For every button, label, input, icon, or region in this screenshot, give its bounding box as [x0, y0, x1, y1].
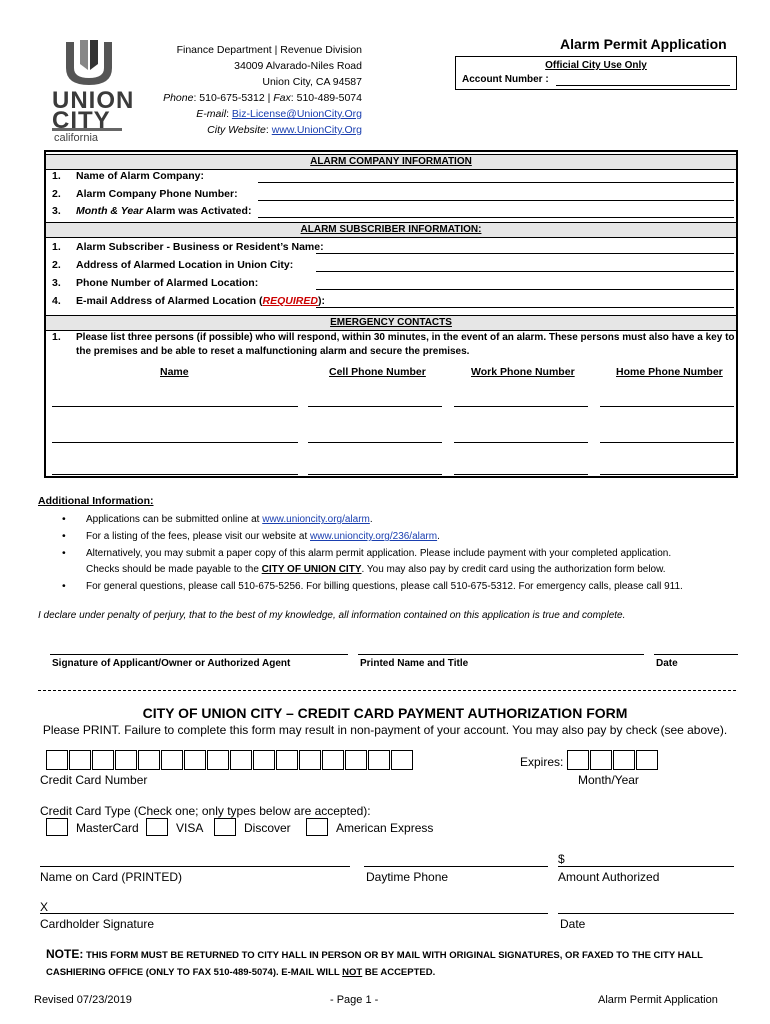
- expiry-digit-box[interactable]: [567, 750, 589, 770]
- visa-checkbox[interactable]: [146, 818, 168, 836]
- declaration-text: I declare under penalty of perjury, that to the best of my knowledge, all information contained on this application is true and complete.: [38, 610, 626, 621]
- cc-date-label: Date: [560, 917, 586, 931]
- cc-digit-box[interactable]: [253, 750, 275, 770]
- date-label: Date: [656, 658, 678, 669]
- footer-title: Alarm Permit Application: [598, 994, 718, 1006]
- cc-digit-box[interactable]: [345, 750, 367, 770]
- website-line: City Website: www.UnionCity.Org: [207, 124, 362, 136]
- signature-x: X: [40, 900, 49, 914]
- signature-label: Signature of Applicant/Owner or Authorized Agent: [52, 658, 291, 669]
- logo-city-text: CITY: [52, 107, 111, 134]
- visa-label: VISA: [176, 821, 204, 835]
- required-tag: REQUIRED: [262, 295, 318, 307]
- name-on-card-field[interactable]: [40, 866, 350, 867]
- logo-divider: [52, 128, 122, 131]
- bullet-icon: •: [62, 513, 66, 525]
- cc-digit-box[interactable]: [391, 750, 413, 770]
- cc-digit-box[interactable]: [368, 750, 390, 770]
- account-number-field[interactable]: [556, 85, 730, 86]
- name-on-card-label: Name on Card (PRINTED): [40, 870, 183, 884]
- dollar-sign: $: [558, 852, 565, 866]
- cut-line-divider: [38, 690, 736, 691]
- fees-link[interactable]: www.unioncity.org/236/alarm: [310, 531, 438, 542]
- sign-date-field[interactable]: [654, 654, 738, 655]
- col-cell-header: Cell Phone Number: [329, 366, 426, 378]
- note-line-2: CASHIERING OFFICE (ONLY TO FAX 510-489-5074). E-MAIL WILL NOT BE ACCEPTED.: [46, 967, 436, 978]
- amount-field[interactable]: [558, 866, 734, 867]
- col-home-header: Home Phone Number: [616, 366, 723, 378]
- discover-label: Discover: [244, 821, 291, 835]
- info-item-3b: Checks should be made payable to the CITY OF UNION CITY. You may also pay by credit card using the authorization form below.: [86, 564, 666, 575]
- phone-fax-line: Phone: 510-675-5312 | Fax: 510-489-5074: [163, 92, 362, 104]
- mastercard-label: MasterCard: [76, 821, 139, 835]
- expiry-digit-box[interactable]: [636, 750, 658, 770]
- expiry-digit-box[interactable]: [590, 750, 612, 770]
- expiry-digit-box[interactable]: [613, 750, 635, 770]
- info-item-4: For general questions, please call 510-675-5256. For billing questions, please call 510-675-5312. For emergency calls, please call 911.: [86, 581, 683, 592]
- additional-info-heading: Additional Information:: [38, 495, 154, 507]
- contact3-name-field[interactable]: [52, 474, 298, 475]
- cc-digit-box[interactable]: [69, 750, 91, 770]
- cc-digit-box[interactable]: [138, 750, 160, 770]
- amount-label: Amount Authorized: [558, 870, 660, 884]
- revised-date: Revised 07/23/2019: [34, 994, 132, 1006]
- official-use-label: Official City Use Only: [545, 60, 647, 71]
- cc-date-field[interactable]: [558, 913, 734, 914]
- cc-digit-box[interactable]: [184, 750, 206, 770]
- alarmed-address-field[interactable]: [316, 271, 734, 272]
- applicant-signature-field[interactable]: [50, 654, 348, 655]
- form-title: Alarm Permit Application: [560, 36, 727, 52]
- cc-digit-box[interactable]: [299, 750, 321, 770]
- printed-name-label: Printed Name and Title: [360, 658, 469, 669]
- contact1-cell-field[interactable]: [308, 406, 442, 407]
- contact1-name-field[interactable]: [52, 406, 298, 407]
- online-alarm-link[interactable]: www.unioncity.org/alarm: [262, 514, 370, 525]
- official-use-box: [455, 56, 737, 90]
- printed-name-field[interactable]: [358, 654, 644, 655]
- cardholder-signature-field[interactable]: [40, 913, 548, 914]
- info-item-1: Applications can be submitted online at www.unioncity.org/alarm.: [86, 514, 373, 525]
- cc-digit-box[interactable]: [115, 750, 137, 770]
- cc-number-label: Credit Card Number: [40, 773, 148, 787]
- col-name-header: Name: [160, 366, 189, 378]
- logo-california-text: california: [54, 132, 99, 144]
- cardholder-sig-label: Cardholder Signature: [40, 917, 155, 931]
- amex-label: American Express: [336, 821, 434, 835]
- alarmed-email-field[interactable]: [316, 307, 734, 308]
- bullet-icon: •: [62, 530, 66, 542]
- application-info-box: ALARM COMPANY INFORMATION 1. Name of Alarm Company: 2. Alarm Company Phone Number: 3. Month & Year Alarm was Activated: ALARM SUBSCRIBER INFORMATION: 1. Alarm Subscriber - Business or Resident’s Name: 2. Address of Alarmed Location in Union City: 3. Phone Number of Alarmed Location: 4. E-mail Address of Alarmed Location (REQUIRED): EMERGENCY CONTACTS 1. Please list three persons (if possible) who will respond, within 30 minutes, in the event of an alarm. These persons must also have a key to the premises and be able to reset a malfunctioning alarm and secure the premises. Name Cell Phone Number Work Phone Number Home Phone Number: [44, 150, 738, 478]
- website-link[interactable]: www.UnionCity.Org: [271, 124, 362, 136]
- union-city-emblem-icon: [58, 38, 120, 86]
- page-number: - Page 1 -: [330, 994, 379, 1006]
- daytime-phone-field[interactable]: [364, 866, 548, 867]
- contact2-home-field[interactable]: [600, 442, 734, 443]
- note-line-1: NOTE: THIS FORM MUST BE RETURNED TO CITY HALL IN PERSON OR BY MAIL WITH ORIGINAL SIGNATURES, OR FAXED TO THE CITY HALL: [46, 947, 703, 961]
- cc-digit-box[interactable]: [276, 750, 298, 770]
- contact2-work-field[interactable]: [454, 442, 588, 443]
- header-address-block: [150, 42, 362, 138]
- contact3-cell-field[interactable]: [308, 474, 442, 475]
- contact2-name-field[interactable]: [52, 442, 298, 443]
- discover-checkbox[interactable]: [214, 818, 236, 836]
- union-city-logo: [52, 38, 135, 146]
- cc-digit-box[interactable]: [46, 750, 68, 770]
- emergency-section-heading: EMERGENCY CONTACTS: [46, 315, 736, 331]
- alarm-company-phone-field[interactable]: [258, 200, 734, 201]
- address-line1: 34009 Alvarado-Niles Road: [234, 60, 362, 72]
- contact1-home-field[interactable]: [600, 406, 734, 407]
- amex-checkbox[interactable]: [306, 818, 328, 836]
- cc-digit-box[interactable]: [92, 750, 114, 770]
- mastercard-checkbox[interactable]: [46, 818, 68, 836]
- subscriber-name-field[interactable]: [316, 253, 734, 254]
- activation-date-field[interactable]: [258, 217, 734, 218]
- email-line: E-mail: Biz-License@UnionCity.Org: [196, 108, 362, 120]
- email-link[interactable]: Biz-License@UnionCity.Org: [231, 108, 362, 120]
- address-line2: Union City, CA 94587: [262, 76, 362, 88]
- bullet-icon: •: [62, 547, 66, 559]
- cc-digit-box[interactable]: [322, 750, 344, 770]
- cc-form-subtitle: Please PRINT. Failure to complete this form may result in non-payment of your account. You may also pay by check (see above).: [42, 723, 728, 737]
- info-item-2: For a listing of the fees, please visit our website at www.unioncity.org/236/alarm.: [86, 531, 440, 542]
- cc-form-title: CITY OF UNION CITY – CREDIT CARD PAYMENT AUTHORIZATION FORM: [142, 705, 628, 721]
- logo-union-text: UNION: [52, 87, 135, 114]
- cc-digit-box[interactable]: [230, 750, 252, 770]
- alarmed-phone-field[interactable]: [316, 289, 734, 290]
- alarm-company-name-field[interactable]: [258, 182, 734, 183]
- cc-digit-box[interactable]: [207, 750, 229, 770]
- subscriber-section-heading: ALARM SUBSCRIBER INFORMATION:: [46, 222, 736, 238]
- card-type-label: Credit Card Type (Check one; only types below are accepted):: [40, 804, 371, 818]
- col-work-header: Work Phone Number: [471, 366, 575, 378]
- department-text: Finance Department | Revenue Division: [176, 44, 362, 56]
- daytime-phone-label: Daytime Phone: [366, 870, 449, 884]
- contact1-work-field[interactable]: [454, 406, 588, 407]
- contact3-work-field[interactable]: [454, 474, 588, 475]
- company-section-heading: ALARM COMPANY INFORMATION: [46, 154, 736, 170]
- month-year-label: Month/Year: [578, 773, 639, 787]
- bullet-icon: •: [62, 580, 66, 592]
- expires-label: Expires:: [520, 755, 564, 769]
- contact2-cell-field[interactable]: [308, 442, 442, 443]
- info-item-3: Alternatively, you may submit a paper copy of this alarm permit application. Please include payment with your completed application.: [86, 548, 672, 559]
- contact3-home-field[interactable]: [600, 474, 734, 475]
- cc-digit-box[interactable]: [161, 750, 183, 770]
- account-number-label: Account Number :: [462, 74, 549, 85]
